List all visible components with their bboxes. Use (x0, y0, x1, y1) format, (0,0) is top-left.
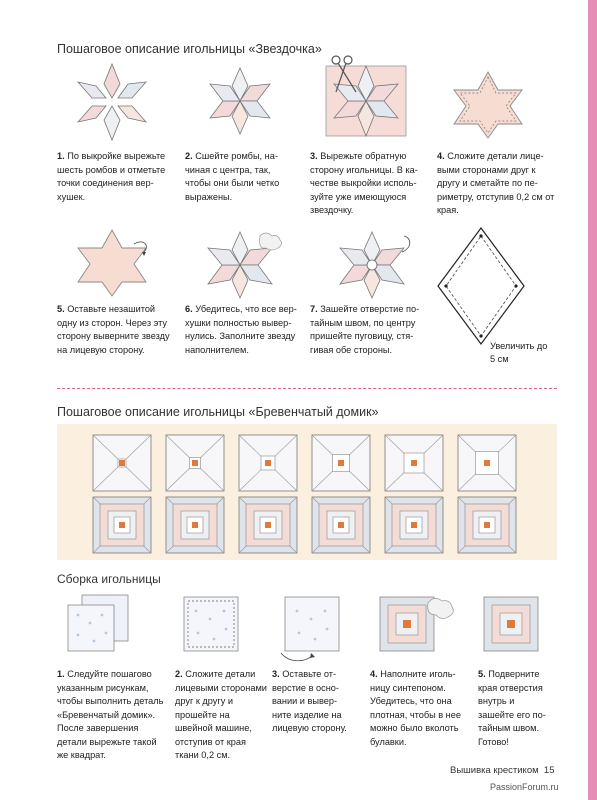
page-number: 15 (543, 765, 555, 776)
log-cabin-block (238, 434, 298, 492)
assembly-illustration-1 (64, 593, 134, 655)
log-cabin-block (311, 496, 371, 554)
illustration-step5-open-star (72, 228, 152, 298)
assembly-illustration-3 (275, 593, 347, 665)
section-title-log-cabin: Пошаговое описание игольницы «Бревенчатый домик» (57, 405, 379, 419)
enlarge-note: Увеличить до 5 см (490, 341, 548, 364)
log-cabin-block (457, 496, 517, 554)
assembly-step-4: 4. Наполните игольницу синтепоном. Убедитесь, что она плотная, чтобы в нее можно было вколоть булавки. (370, 669, 461, 747)
star-step-5: 5. Оставьте незашитой одну из сторон. Через эту сторону выверните звезду на лицевую сторону. (57, 304, 170, 355)
log-cabin-block (165, 496, 225, 554)
assembly-illustration-4 (376, 593, 460, 655)
assembly-illustration-2 (180, 593, 242, 655)
magazine-title: Вышивка крестиком (450, 765, 539, 776)
star-step-2: 2. Сшейте ромбы, начиная с центра, так, чтобы они были четко выражены. (185, 151, 280, 202)
illustration-step4-basted-star (448, 70, 528, 140)
watermark: PassionForum.ru (490, 782, 559, 792)
diamond-template (436, 226, 526, 346)
log-cabin-block (311, 434, 371, 492)
assembly-step-1: 1. Следуйте пошагово указанным рисункам, чтобы выполнить деталь «Бревенчатый домик». После завершения детали вырежьте такой же квадрат. (57, 669, 164, 760)
section-title-star: Пошаговое описание игольницы «Звездочка» (57, 42, 322, 56)
assembly-step-2: 2. Сложите детали лицевыми сторонами друг к другу и прошейте на швейной машине, отступив от края ткани 0,2 см. (175, 669, 267, 760)
star-step-1: 1. По выкройке вырежьте шесть ромбов и отметьте точки соединения верхушек. (57, 151, 166, 202)
star-step-3: 3. Вырежьте обратную сторону игольницы. В качестве выкройки используйте уже имеющуюся звездочку. (310, 151, 418, 215)
illustration-step1-diamonds (72, 62, 152, 142)
illustration-step3-cut (322, 52, 408, 138)
illustration-step2-sewn (205, 66, 275, 136)
section-title-assembly: Сборка игольницы (57, 572, 161, 586)
log-cabin-block (92, 434, 152, 492)
assembly-illustration-5 (480, 593, 542, 655)
log-cabin-block (384, 434, 444, 492)
section-divider (57, 388, 557, 389)
star-step-7: 7. Зашейте отверстие потайным швом, по центру пришейте пуговицу, стягивая обе стороны. (310, 304, 420, 355)
log-cabin-block (92, 496, 152, 554)
assembly-step-3: 3. Оставьте отверстие в основании и выверните изделие на лицевую сторону. (272, 669, 347, 733)
illustration-step6-stuffing (200, 228, 285, 300)
page-footer (450, 765, 555, 776)
log-cabin-block (384, 496, 444, 554)
button-icon (367, 260, 377, 270)
log-cabin-block (165, 434, 225, 492)
log-cabin-block (457, 434, 517, 492)
page-edge-bar (588, 0, 597, 800)
star-step-6: 6. Убедитесь, что все верхушки полностью вывернулись. Заполните звезду наполнителем. (185, 304, 297, 355)
illustration-step7-button (332, 228, 412, 300)
star-step-4: 4. Сложите детали лицевыми сторонами друг к другу и сметайте по периметру, отступив 0,2 см от края. (437, 151, 555, 215)
log-cabin-block (238, 496, 298, 554)
assembly-step-5: 5. Подверните края отверстия внутрь и зашейте его потайным швом. Готово! (478, 669, 546, 747)
